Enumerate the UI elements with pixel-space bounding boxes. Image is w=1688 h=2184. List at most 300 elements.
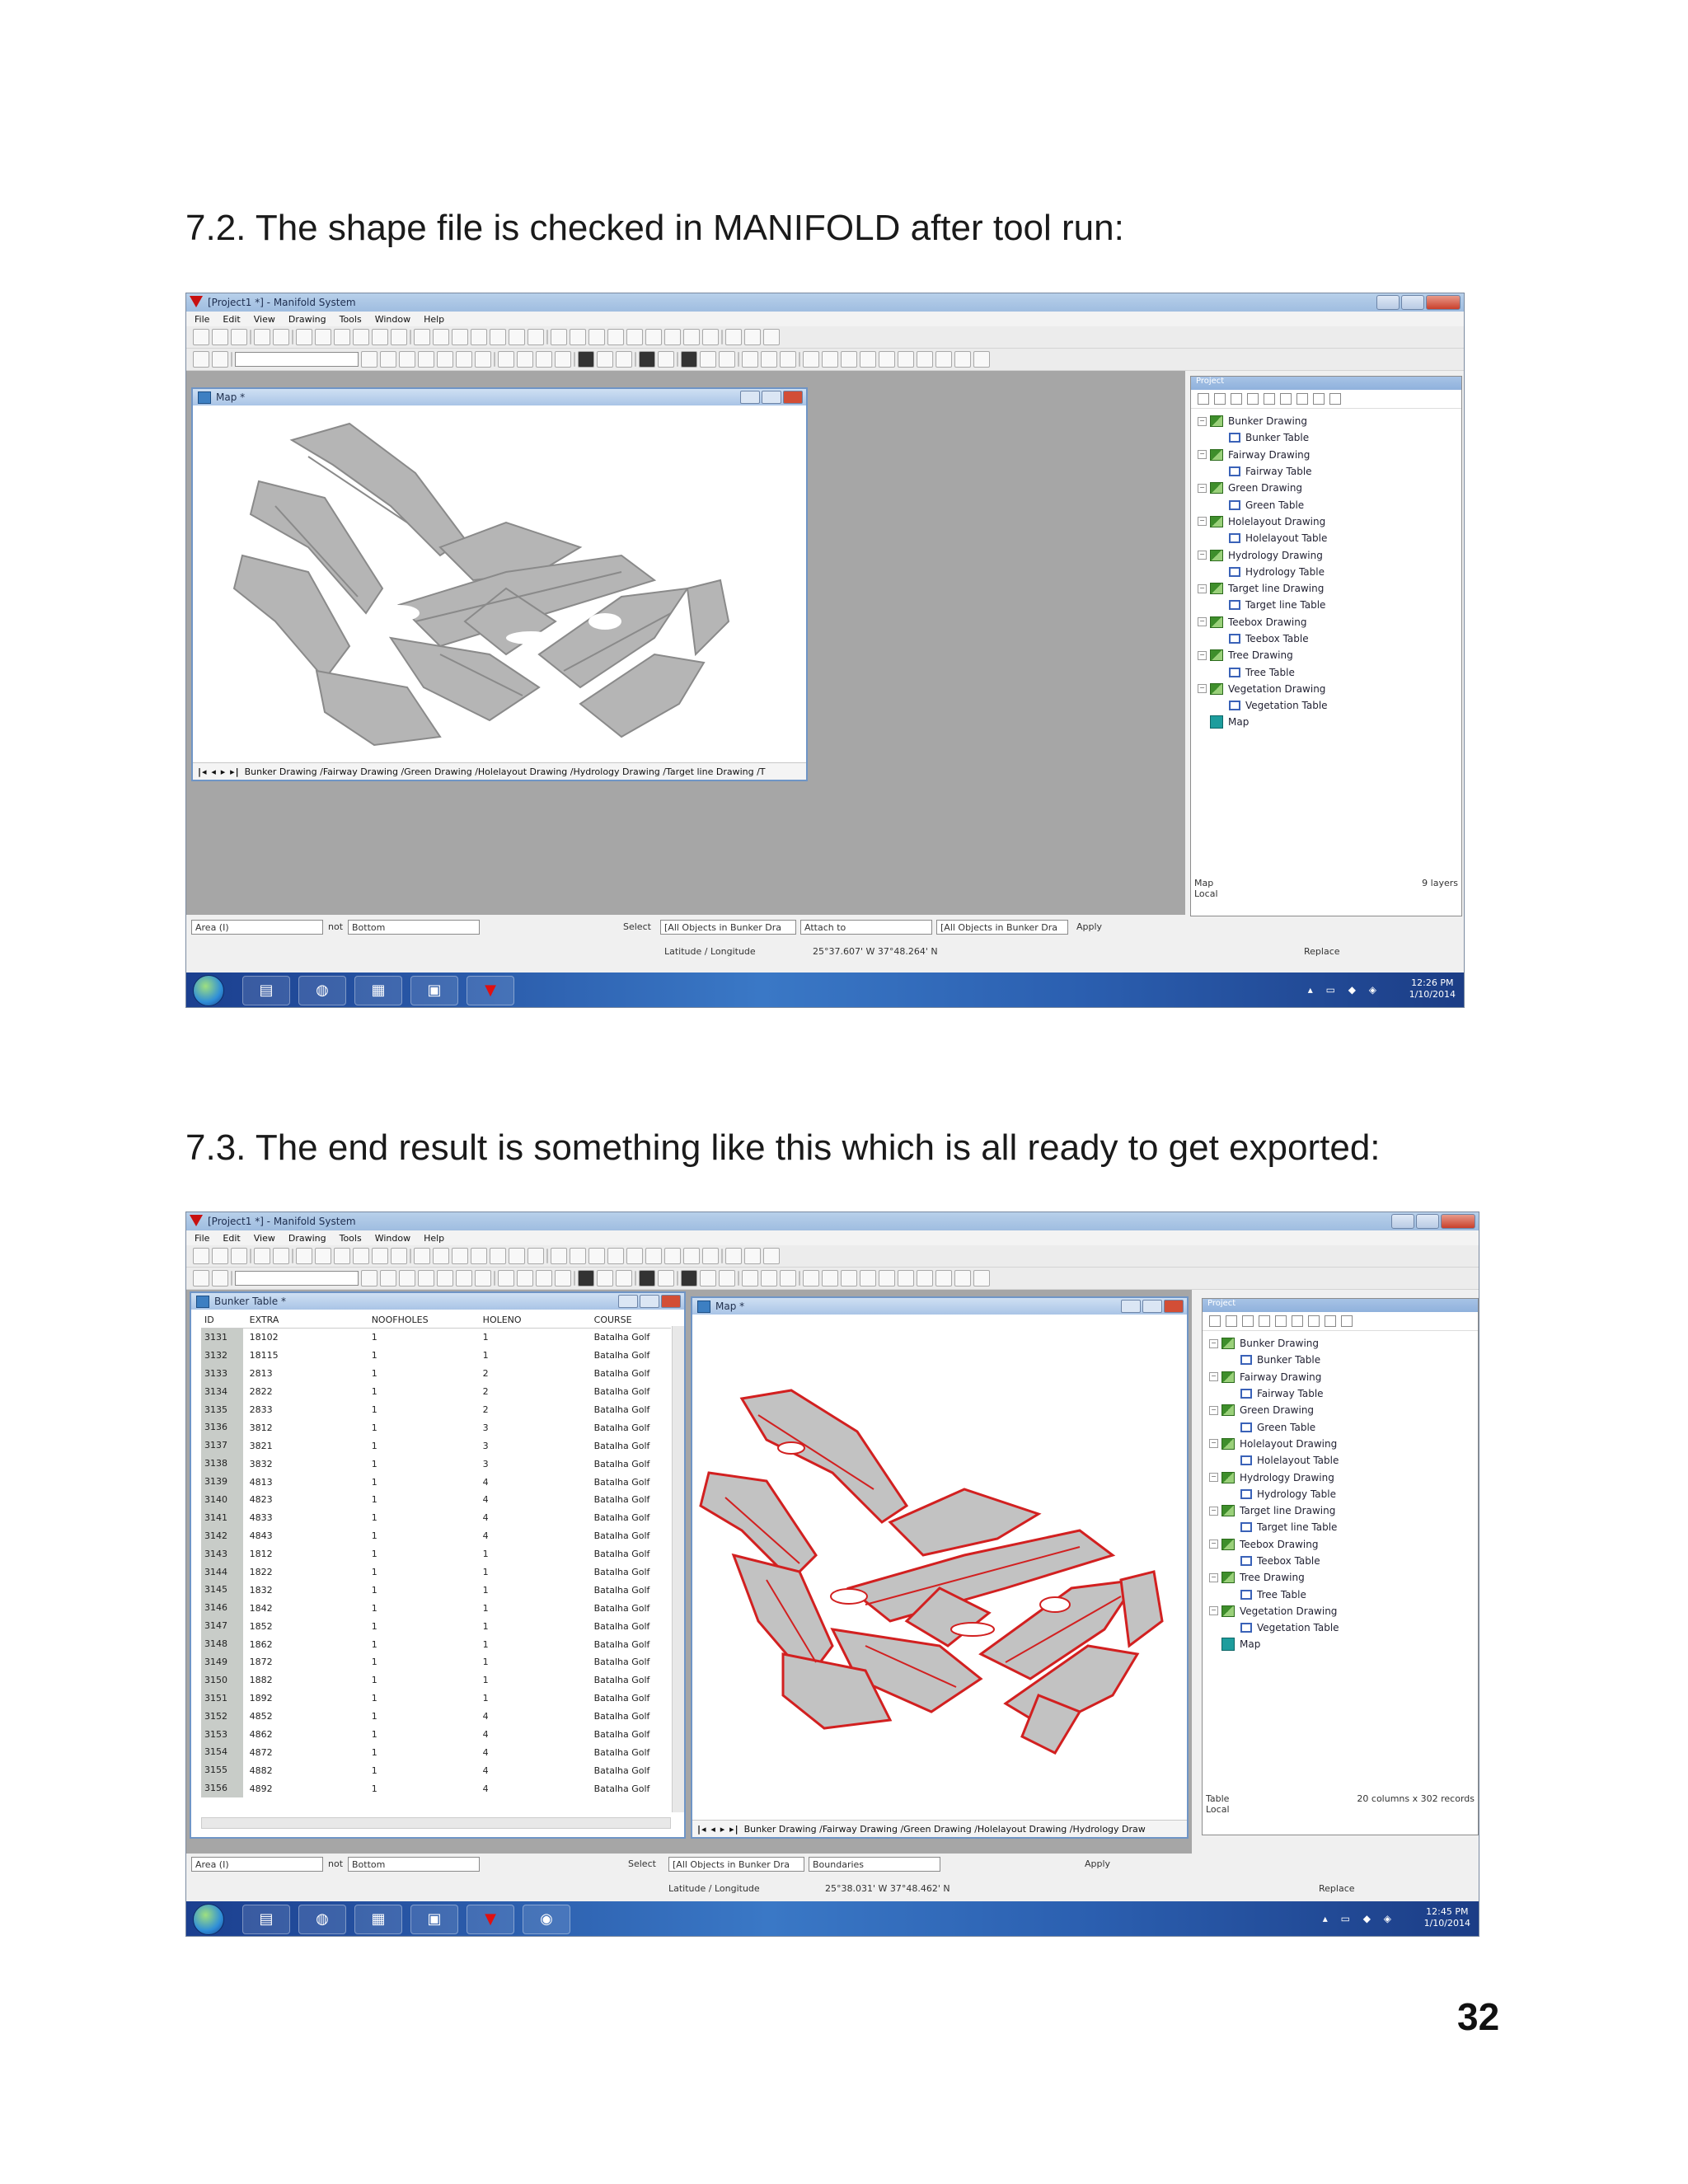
back-icon[interactable] bbox=[193, 1270, 209, 1286]
project-tree-item[interactable] bbox=[1209, 1519, 1339, 1535]
cell-noofholes[interactable]: 1 bbox=[371, 1494, 377, 1506]
collapse-icon[interactable]: − bbox=[1198, 517, 1207, 526]
cell-holeno[interactable]: 4 bbox=[482, 1512, 489, 1524]
menu-edit[interactable]: Edit bbox=[223, 1232, 241, 1244]
table-row[interactable] bbox=[201, 1581, 671, 1599]
pin-icon[interactable] bbox=[763, 329, 780, 345]
project-tree-item[interactable] bbox=[1209, 1469, 1339, 1485]
insert-label-icon[interactable] bbox=[607, 1248, 624, 1264]
menu-file[interactable]: File bbox=[195, 1232, 210, 1244]
cell-id[interactable]: 3156 bbox=[201, 1779, 243, 1797]
point-style-icon[interactable] bbox=[700, 1270, 716, 1286]
table-row[interactable] bbox=[201, 1690, 671, 1708]
cell-course[interactable]: Batalha Golf bbox=[593, 1783, 650, 1794]
collapse-icon[interactable]: − bbox=[1209, 1473, 1218, 1482]
pencil-icon[interactable] bbox=[555, 1270, 571, 1286]
cell-id[interactable]: 3134 bbox=[201, 1383, 243, 1401]
delete-icon[interactable] bbox=[1296, 393, 1308, 405]
cell-holeno[interactable]: 4 bbox=[482, 1765, 489, 1776]
bunker-table-grid[interactable] bbox=[201, 1311, 671, 1797]
collapse-icon[interactable]: − bbox=[1209, 1439, 1218, 1448]
cell-course[interactable]: Batalha Golf bbox=[593, 1638, 650, 1650]
cell-holeno[interactable]: 3 bbox=[482, 1458, 489, 1469]
cell-extra[interactable]: 1882 bbox=[249, 1675, 273, 1686]
col-holeno-header[interactable]: HOLENO bbox=[482, 1314, 522, 1325]
cell-course[interactable]: Batalha Golf bbox=[593, 1368, 650, 1380]
collapse-icon[interactable]: − bbox=[1198, 484, 1207, 493]
cell-course[interactable]: Batalha Golf bbox=[593, 1765, 650, 1776]
manifold-taskbar-icon[interactable]: ▼ bbox=[467, 1905, 514, 1934]
border-icon[interactable] bbox=[616, 351, 632, 368]
insert-circle-icon[interactable] bbox=[645, 329, 662, 345]
cut-icon[interactable] bbox=[1247, 393, 1259, 405]
project-tree-item[interactable] bbox=[1198, 463, 1328, 480]
cell-extra[interactable]: 3812 bbox=[249, 1422, 273, 1433]
insert-ellipse-icon[interactable] bbox=[664, 1248, 681, 1264]
table-row[interactable] bbox=[201, 1743, 671, 1761]
cell-noofholes[interactable]: 1 bbox=[371, 1404, 377, 1415]
cell-extra[interactable]: 1892 bbox=[249, 1693, 273, 1704]
table-maximize-button[interactable] bbox=[640, 1295, 659, 1308]
collapse-icon[interactable]: − bbox=[1209, 1573, 1218, 1582]
table-minimize-button[interactable] bbox=[618, 1295, 638, 1308]
help-icon[interactable] bbox=[391, 1248, 407, 1264]
box-select-icon[interactable] bbox=[509, 1248, 525, 1264]
layer-4-icon[interactable] bbox=[860, 351, 876, 368]
menu-view[interactable]: View bbox=[253, 313, 275, 325]
open-component-icon[interactable] bbox=[1226, 1315, 1237, 1327]
collapse-icon[interactable]: − bbox=[1198, 584, 1207, 593]
copy-icon[interactable] bbox=[1264, 393, 1275, 405]
taskbar-clock[interactable] bbox=[1424, 1906, 1470, 1929]
layer-9-icon[interactable] bbox=[954, 1270, 971, 1286]
cell-noofholes[interactable]: 1 bbox=[371, 1783, 377, 1794]
paste-icon[interactable] bbox=[1280, 393, 1292, 405]
cell-noofholes[interactable]: 1 bbox=[371, 1638, 377, 1650]
project-tree-item[interactable] bbox=[1198, 530, 1328, 546]
layer-7-icon[interactable] bbox=[917, 351, 933, 368]
cell-holeno[interactable]: 3 bbox=[482, 1440, 489, 1451]
line-style-icon[interactable] bbox=[597, 351, 613, 368]
cell-extra[interactable]: 4813 bbox=[249, 1476, 273, 1488]
collapse-icon[interactable]: − bbox=[1198, 450, 1207, 459]
excel-taskbar-icon[interactable]: ▦ bbox=[354, 1905, 402, 1934]
project-tree-item[interactable] bbox=[1198, 663, 1328, 680]
insert-arc-icon[interactable] bbox=[702, 329, 719, 345]
collapse-icon[interactable]: − bbox=[1209, 1606, 1218, 1615]
cell-id[interactable]: 3154 bbox=[201, 1743, 243, 1761]
project-tree-item[interactable] bbox=[1209, 1352, 1339, 1368]
insert-arc-icon[interactable] bbox=[702, 1248, 719, 1264]
pin-icon[interactable] bbox=[763, 1248, 780, 1264]
cell-noofholes[interactable]: 1 bbox=[371, 1567, 377, 1578]
table-row[interactable] bbox=[201, 1491, 671, 1509]
cursor-icon[interactable] bbox=[517, 1270, 533, 1286]
collapse-icon[interactable]: − bbox=[1198, 551, 1207, 560]
collapse-icon[interactable]: − bbox=[1209, 1339, 1218, 1348]
layer-6-icon[interactable] bbox=[898, 351, 914, 368]
project-tree-item[interactable] bbox=[1198, 413, 1328, 429]
project-tree-item[interactable] bbox=[1198, 614, 1328, 630]
cell-holeno[interactable]: 1 bbox=[482, 1638, 489, 1650]
lasso-select-icon[interactable] bbox=[528, 1248, 544, 1264]
cell-extra[interactable]: 2833 bbox=[249, 1404, 273, 1415]
cell-holeno[interactable]: 4 bbox=[482, 1494, 489, 1506]
cell-id[interactable]: 3153 bbox=[201, 1726, 243, 1744]
cell-extra[interactable]: 4852 bbox=[249, 1711, 273, 1722]
table-close-button[interactable] bbox=[661, 1295, 681, 1308]
cell-noofholes[interactable]: 1 bbox=[371, 1512, 377, 1524]
point-color-icon[interactable] bbox=[681, 1270, 697, 1286]
cell-holeno[interactable]: 1 bbox=[482, 1332, 489, 1343]
cell-noofholes[interactable]: 1 bbox=[371, 1620, 377, 1632]
delete-icon[interactable] bbox=[353, 1248, 369, 1264]
cell-id[interactable]: 3142 bbox=[201, 1527, 243, 1545]
globe-taskbar-icon[interactable]: ◉ bbox=[523, 1905, 570, 1934]
properties-icon[interactable] bbox=[1341, 1315, 1353, 1327]
edit-tool-icon[interactable] bbox=[433, 1248, 449, 1264]
cell-id[interactable]: 3132 bbox=[201, 1347, 243, 1365]
tab-nav-arrows[interactable]: |◂ ◂ ▸ ▸| bbox=[697, 1823, 739, 1835]
project-tree-item[interactable] bbox=[1209, 1502, 1339, 1519]
properties-icon[interactable] bbox=[1329, 393, 1341, 405]
cell-course[interactable]: Batalha Golf bbox=[593, 1404, 650, 1415]
close-button[interactable] bbox=[1441, 1214, 1475, 1229]
cell-noofholes[interactable]: 1 bbox=[371, 1549, 377, 1560]
cell-id[interactable]: 3141 bbox=[201, 1509, 243, 1527]
start-button[interactable] bbox=[193, 1904, 224, 1935]
project-tree-item[interactable] bbox=[1209, 1536, 1339, 1553]
cell-noofholes[interactable]: 1 bbox=[371, 1657, 377, 1668]
sort-icon[interactable] bbox=[1231, 393, 1242, 405]
col-id-header[interactable]: ID bbox=[204, 1315, 214, 1325]
close-button[interactable] bbox=[1426, 295, 1461, 310]
menu-help[interactable]: Help bbox=[424, 1232, 445, 1244]
insert-area-icon[interactable] bbox=[588, 1248, 605, 1264]
cell-course[interactable]: Batalha Golf bbox=[593, 1602, 650, 1614]
layer-2-icon[interactable] bbox=[822, 351, 838, 368]
redo-icon[interactable] bbox=[273, 1248, 289, 1264]
project-tree-item[interactable] bbox=[1198, 647, 1328, 663]
table-row[interactable] bbox=[201, 1527, 671, 1545]
project-tree-item[interactable] bbox=[1209, 1402, 1339, 1418]
apply-button[interactable]: Apply bbox=[1076, 921, 1103, 932]
cell-course[interactable]: Batalha Golf bbox=[593, 1549, 650, 1560]
cell-extra[interactable]: 3832 bbox=[249, 1458, 273, 1469]
project-tree-item[interactable] bbox=[1198, 513, 1328, 530]
explorer-taskbar-icon[interactable]: ▤ bbox=[242, 976, 290, 1005]
text-b-icon[interactable] bbox=[761, 351, 777, 368]
cell-course[interactable]: Batalha Golf bbox=[593, 1620, 650, 1632]
project-tree-item[interactable] bbox=[1209, 1569, 1339, 1586]
delete-icon[interactable] bbox=[353, 329, 369, 345]
undo-icon[interactable] bbox=[254, 329, 270, 345]
fill-color-icon[interactable] bbox=[578, 351, 594, 368]
layout-icon[interactable] bbox=[725, 329, 742, 345]
cell-course[interactable]: Batalha Golf bbox=[593, 1422, 650, 1433]
help-icon[interactable] bbox=[391, 329, 407, 345]
cell-holeno[interactable]: 1 bbox=[482, 1350, 489, 1361]
project-tree-item[interactable] bbox=[1209, 1603, 1339, 1619]
project-tree-item[interactable] bbox=[1209, 1619, 1339, 1636]
cell-noofholes[interactable]: 1 bbox=[371, 1584, 377, 1596]
redo-icon[interactable] bbox=[273, 329, 289, 345]
cell-course[interactable]: Batalha Golf bbox=[593, 1512, 650, 1524]
table-row[interactable] bbox=[201, 1401, 671, 1419]
table-row[interactable] bbox=[201, 1726, 671, 1744]
project-tree-item[interactable] bbox=[1198, 564, 1328, 580]
area-field[interactable]: Area (I) bbox=[191, 1857, 323, 1872]
grid-icon[interactable] bbox=[437, 1270, 453, 1286]
layer-2-icon[interactable] bbox=[822, 1270, 838, 1286]
zoom-in-icon[interactable] bbox=[380, 351, 396, 368]
cell-noofholes[interactable]: 1 bbox=[371, 1602, 377, 1614]
ie-taskbar-icon[interactable]: ◍ bbox=[298, 1905, 346, 1934]
cell-course[interactable]: Batalha Golf bbox=[593, 1711, 650, 1722]
layout-icon[interactable] bbox=[725, 1248, 742, 1264]
cell-noofholes[interactable]: 1 bbox=[371, 1693, 377, 1704]
cell-holeno[interactable]: 2 bbox=[482, 1386, 489, 1398]
cell-noofholes[interactable]: 1 bbox=[371, 1675, 377, 1686]
project-tree-item[interactable] bbox=[1198, 697, 1328, 714]
collapse-icon[interactable]: − bbox=[1209, 1540, 1218, 1549]
cell-id[interactable]: 3133 bbox=[201, 1365, 243, 1383]
table-row[interactable] bbox=[201, 1635, 671, 1653]
tab-nav-arrows[interactable]: |◂ ◂ ▸ ▸| bbox=[198, 766, 240, 777]
point-style-icon[interactable] bbox=[700, 351, 716, 368]
cell-id[interactable]: 3143 bbox=[201, 1545, 243, 1563]
table-row[interactable] bbox=[201, 1761, 671, 1779]
cell-holeno[interactable]: 4 bbox=[482, 1729, 489, 1741]
project-tree-item[interactable] bbox=[1198, 447, 1328, 463]
project-tree-item[interactable] bbox=[1198, 597, 1328, 613]
collapse-icon[interactable]: − bbox=[1198, 651, 1207, 660]
new-component-icon[interactable] bbox=[1198, 393, 1209, 405]
cell-id[interactable]: 3139 bbox=[201, 1473, 243, 1491]
cell-course[interactable]: Batalha Golf bbox=[593, 1675, 650, 1686]
insert-line-icon[interactable] bbox=[570, 329, 586, 345]
forward-icon[interactable] bbox=[212, 1270, 228, 1286]
cell-id[interactable]: 3145 bbox=[201, 1581, 243, 1599]
cell-noofholes[interactable]: 1 bbox=[371, 1476, 377, 1488]
cell-extra[interactable]: 2813 bbox=[249, 1368, 273, 1380]
cell-extra[interactable]: 1852 bbox=[249, 1620, 273, 1632]
cell-holeno[interactable]: 1 bbox=[482, 1693, 489, 1704]
menu-window[interactable]: Window bbox=[374, 1232, 411, 1244]
cell-holeno[interactable]: 4 bbox=[482, 1783, 489, 1794]
table-vertical-scrollbar[interactable] bbox=[672, 1326, 684, 1812]
project-tree-item[interactable] bbox=[1209, 1369, 1339, 1385]
table-row[interactable] bbox=[201, 1347, 671, 1365]
system-tray-icons[interactable]: ▴ ▭ ◆ ◈ bbox=[1322, 1913, 1396, 1924]
area-tool-icon[interactable] bbox=[490, 1248, 506, 1264]
folder-taskbar-icon[interactable]: ▣ bbox=[410, 1905, 458, 1934]
menu-edit[interactable]: Edit bbox=[223, 313, 241, 325]
cell-extra[interactable]: 3821 bbox=[249, 1440, 273, 1451]
save-icon[interactable] bbox=[231, 329, 247, 345]
cell-extra[interactable]: 4872 bbox=[249, 1746, 273, 1758]
table-row[interactable] bbox=[201, 1509, 671, 1527]
cell-course[interactable]: Batalha Golf bbox=[593, 1567, 650, 1578]
cell-extra[interactable]: 4882 bbox=[249, 1765, 273, 1776]
text-c-icon[interactable] bbox=[780, 1270, 796, 1286]
project-tree-item[interactable] bbox=[1209, 1418, 1339, 1435]
zoom-out-icon[interactable] bbox=[399, 1270, 415, 1286]
map-minimize-button[interactable] bbox=[1121, 1300, 1141, 1313]
layer-10-icon[interactable] bbox=[973, 351, 990, 368]
fill-color-icon[interactable] bbox=[578, 1270, 594, 1286]
cell-extra[interactable]: 4862 bbox=[249, 1729, 273, 1741]
cell-holeno[interactable]: 1 bbox=[482, 1584, 489, 1596]
project-tree-item[interactable] bbox=[1209, 1452, 1339, 1469]
project-tree-item[interactable] bbox=[1209, 1486, 1339, 1502]
zoom-combo[interactable] bbox=[235, 352, 359, 367]
cut-icon[interactable] bbox=[1259, 1315, 1270, 1327]
project-tree-item[interactable] bbox=[1198, 630, 1328, 647]
table-row[interactable] bbox=[201, 1473, 671, 1491]
cell-id[interactable]: 3148 bbox=[201, 1635, 243, 1653]
insert-area-icon[interactable] bbox=[588, 329, 605, 345]
layer-4-icon[interactable] bbox=[860, 1270, 876, 1286]
cell-holeno[interactable]: 3 bbox=[482, 1422, 489, 1433]
cell-id[interactable]: 3150 bbox=[201, 1671, 243, 1690]
refresh-icon[interactable] bbox=[456, 351, 472, 368]
cell-id[interactable]: 3155 bbox=[201, 1761, 243, 1779]
cell-course[interactable]: Batalha Golf bbox=[593, 1494, 650, 1506]
cell-course[interactable]: Batalha Golf bbox=[593, 1584, 650, 1596]
cell-holeno[interactable]: 1 bbox=[482, 1620, 489, 1632]
table-horizontal-scrollbar[interactable] bbox=[201, 1817, 671, 1829]
border-icon[interactable] bbox=[616, 1270, 632, 1286]
cell-noofholes[interactable]: 1 bbox=[371, 1386, 377, 1398]
select-scope-field[interactable]: [All Objects in Bunker Dra bbox=[668, 1857, 804, 1872]
layer-10-icon[interactable] bbox=[973, 1270, 990, 1286]
table-row[interactable] bbox=[201, 1617, 671, 1635]
table-row[interactable] bbox=[201, 1779, 671, 1797]
line-icon[interactable] bbox=[536, 1270, 552, 1286]
project-tree-item[interactable] bbox=[1198, 480, 1328, 496]
grid-icon[interactable] bbox=[437, 351, 453, 368]
table-row[interactable] bbox=[201, 1708, 671, 1726]
layer-5-icon[interactable] bbox=[879, 1270, 895, 1286]
collapse-icon[interactable]: − bbox=[1209, 1507, 1218, 1516]
system-tray-icons[interactable]: ▴ ▭ ◆ ◈ bbox=[1307, 984, 1381, 996]
collapse-icon[interactable]: − bbox=[1198, 684, 1207, 693]
menu-window[interactable]: Window bbox=[374, 313, 411, 325]
attach-to-field[interactable]: Attach to bbox=[800, 920, 932, 935]
table-row[interactable] bbox=[201, 1545, 671, 1563]
cell-course[interactable]: Batalha Golf bbox=[593, 1476, 650, 1488]
cut-icon[interactable] bbox=[296, 329, 312, 345]
line-tool-icon[interactable] bbox=[471, 329, 487, 345]
col-course-header[interactable]: COURSE bbox=[593, 1314, 632, 1325]
cell-course[interactable]: Batalha Golf bbox=[593, 1440, 650, 1451]
font-color-icon[interactable] bbox=[639, 351, 655, 368]
start-button[interactable] bbox=[193, 975, 224, 1006]
insert-point-icon[interactable] bbox=[551, 329, 567, 345]
menu-drawing[interactable]: Drawing bbox=[288, 313, 326, 325]
cell-id[interactable]: 3149 bbox=[201, 1653, 243, 1671]
table-row[interactable] bbox=[201, 1329, 671, 1347]
drawing-tabs[interactable] bbox=[692, 1820, 1187, 1837]
undo-icon[interactable] bbox=[254, 1248, 270, 1264]
zoom-out-icon[interactable] bbox=[399, 351, 415, 368]
line-tool-icon[interactable] bbox=[471, 1248, 487, 1264]
cell-id[interactable]: 3147 bbox=[201, 1617, 243, 1635]
insert-box-icon[interactable] bbox=[626, 1248, 643, 1264]
layer-icon[interactable] bbox=[803, 1270, 819, 1286]
cell-noofholes[interactable]: 1 bbox=[371, 1350, 377, 1361]
cell-noofholes[interactable]: 1 bbox=[371, 1765, 377, 1776]
point-tool-icon[interactable] bbox=[452, 1248, 468, 1264]
cell-noofholes[interactable]: 1 bbox=[371, 1332, 377, 1343]
cell-extra[interactable]: 1872 bbox=[249, 1657, 273, 1668]
menu-view[interactable]: View bbox=[253, 1232, 275, 1244]
cell-extra[interactable]: 2822 bbox=[249, 1386, 273, 1398]
text-b-icon[interactable] bbox=[761, 1270, 777, 1286]
boundaries-field[interactable]: Boundaries bbox=[809, 1857, 940, 1872]
cell-holeno[interactable]: 1 bbox=[482, 1675, 489, 1686]
menu-tools[interactable]: Tools bbox=[339, 313, 362, 325]
collapse-icon[interactable]: − bbox=[1198, 417, 1207, 426]
cell-course[interactable]: Batalha Golf bbox=[593, 1350, 650, 1361]
table-row[interactable] bbox=[201, 1383, 671, 1401]
cell-id[interactable]: 3131 bbox=[201, 1329, 243, 1347]
line-icon[interactable] bbox=[536, 351, 552, 368]
layer-8-icon[interactable] bbox=[935, 1270, 952, 1286]
collapse-icon[interactable]: − bbox=[1209, 1406, 1218, 1415]
layer-icon[interactable] bbox=[803, 351, 819, 368]
insert-line-icon[interactable] bbox=[570, 1248, 586, 1264]
print-icon[interactable] bbox=[372, 329, 388, 345]
ie-taskbar-icon[interactable]: ◍ bbox=[298, 976, 346, 1005]
cell-id[interactable]: 3140 bbox=[201, 1491, 243, 1509]
dropdown-arrow-icon[interactable] bbox=[744, 1248, 761, 1264]
circle-icon[interactable] bbox=[719, 351, 735, 368]
sort-icon[interactable] bbox=[1242, 1315, 1254, 1327]
table-row[interactable] bbox=[201, 1436, 671, 1455]
cell-extra[interactable]: 18102 bbox=[249, 1332, 279, 1343]
explorer-taskbar-icon[interactable]: ▤ bbox=[242, 1905, 290, 1934]
cell-id[interactable]: 3146 bbox=[201, 1599, 243, 1617]
open-component-icon[interactable] bbox=[1214, 393, 1226, 405]
line-width-icon[interactable] bbox=[658, 351, 674, 368]
cell-holeno[interactable]: 2 bbox=[482, 1404, 489, 1415]
box-select-icon[interactable] bbox=[509, 329, 525, 345]
golf-course-map[interactable] bbox=[193, 407, 803, 762]
project-tree-item[interactable] bbox=[1198, 580, 1328, 597]
cell-holeno[interactable]: 4 bbox=[482, 1711, 489, 1722]
cell-course[interactable]: Batalha Golf bbox=[593, 1657, 650, 1668]
paste-icon[interactable] bbox=[334, 329, 350, 345]
paste-icon[interactable] bbox=[334, 1248, 350, 1264]
position-field[interactable]: Bottom bbox=[348, 920, 480, 935]
cell-id[interactable]: 3137 bbox=[201, 1436, 243, 1455]
text-a-icon[interactable] bbox=[742, 1270, 758, 1286]
cut-icon[interactable] bbox=[296, 1248, 312, 1264]
cell-extra[interactable]: 4823 bbox=[249, 1494, 273, 1506]
taskbar-clock[interactable] bbox=[1409, 977, 1456, 1001]
layer-5-icon[interactable] bbox=[879, 351, 895, 368]
col-extra-header[interactable]: EXTRA bbox=[249, 1314, 279, 1325]
cell-course[interactable]: Batalha Golf bbox=[593, 1458, 650, 1469]
area-tool-icon[interactable] bbox=[490, 329, 506, 345]
table-row[interactable] bbox=[201, 1418, 671, 1436]
cell-extra[interactable]: 1812 bbox=[249, 1549, 273, 1560]
project-tree-item[interactable] bbox=[1209, 1436, 1339, 1452]
circle-icon[interactable] bbox=[719, 1270, 735, 1286]
cell-extra[interactable]: 4892 bbox=[249, 1783, 273, 1794]
